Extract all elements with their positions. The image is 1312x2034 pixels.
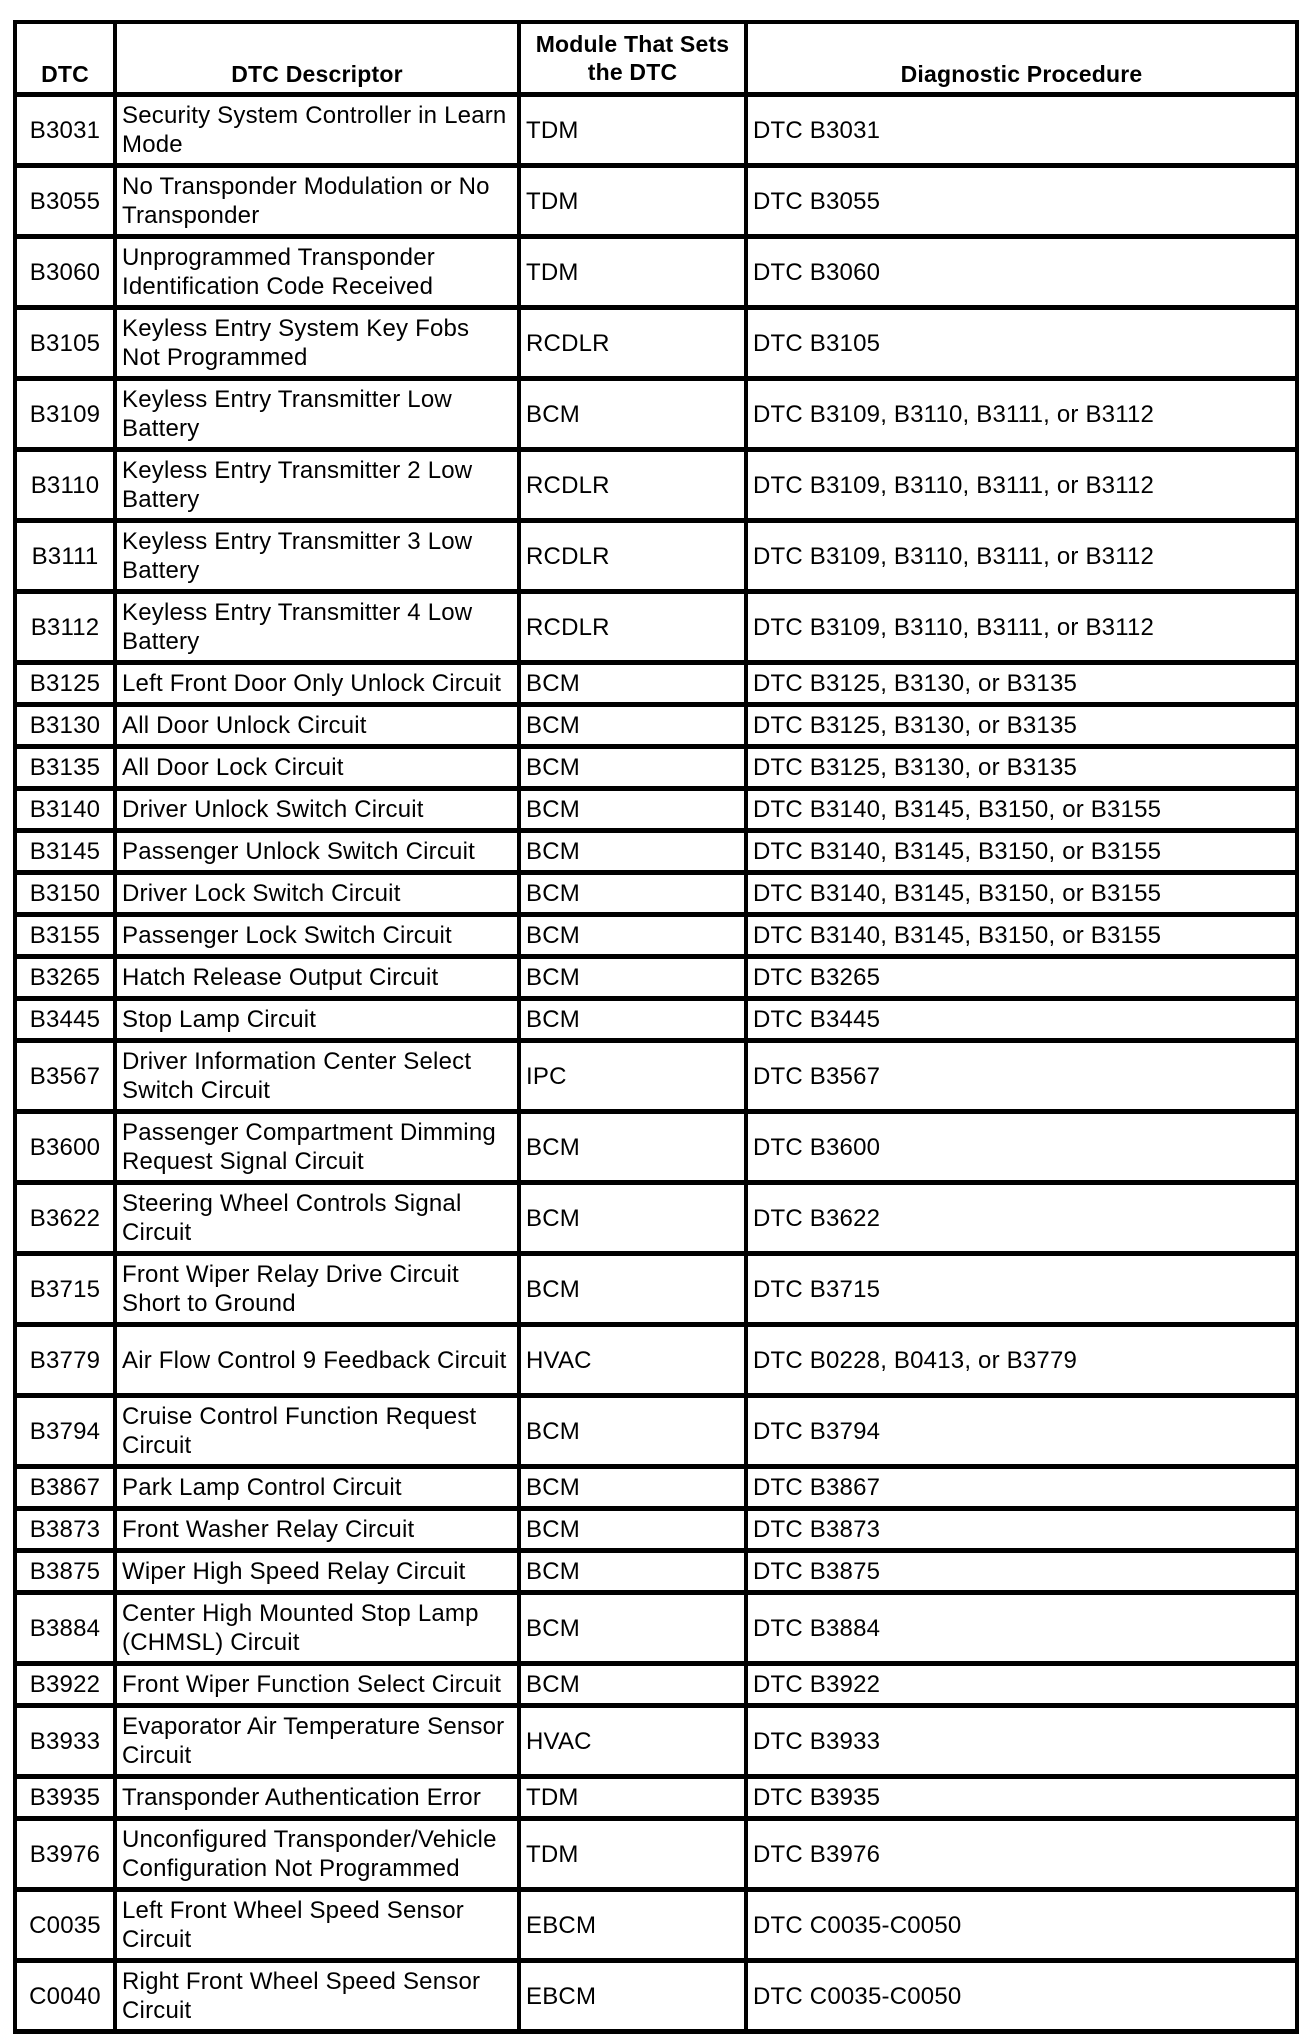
- dtc-descriptor-cell: Front Wiper Relay Drive Circuit Short to Ground: [117, 1256, 521, 1327]
- dtc-descriptor-cell: Transponder Authentication Error: [117, 1779, 521, 1821]
- diagnostic-procedure-cell: DTC B3031: [748, 97, 1299, 168]
- table-row: [17, 1469, 1299, 1511]
- table-row: [17, 665, 1299, 707]
- dtc-code-cell: B3112: [17, 594, 117, 665]
- dtc-descriptor-cell: Keyless Entry System Key Fobs Not Programmed: [117, 310, 521, 381]
- dtc-code-cell: B3125: [17, 665, 117, 707]
- dtc-descriptor-cell: Wiper High Speed Relay Circuit: [117, 1553, 521, 1595]
- table-row: [17, 1511, 1299, 1553]
- diagnostic-procedure-cell: DTC B3567: [748, 1043, 1299, 1114]
- dtc-code-cell: B3567: [17, 1043, 117, 1114]
- dtc-code-cell: B3622: [17, 1185, 117, 1256]
- table-row: [17, 1043, 1299, 1114]
- diagnostic-procedure-cell: DTC B3873: [748, 1511, 1299, 1553]
- table-row: [17, 97, 1299, 168]
- diagnostic-procedure-cell: DTC B3875: [748, 1553, 1299, 1595]
- dtc-code-cell: B3867: [17, 1469, 117, 1511]
- diagnostic-procedure-cell: DTC B3109, B3110, B3111, or B3112: [748, 452, 1299, 523]
- dtc-code-cell: C0035: [17, 1892, 117, 1963]
- module-cell: RCDLR: [521, 594, 748, 665]
- table-row: [17, 875, 1299, 917]
- dtc-code-cell: B3873: [17, 1511, 117, 1553]
- dtc-code-cell: B3055: [17, 168, 117, 239]
- diagnostic-procedure-cell: DTC B0228, B0413, or B3779: [748, 1327, 1299, 1398]
- module-cell: BCM: [521, 1256, 748, 1327]
- diagnostic-procedure-cell: DTC B3125, B3130, or B3135: [748, 749, 1299, 791]
- module-cell: BCM: [521, 665, 748, 707]
- module-cell: HVAC: [521, 1708, 748, 1779]
- dtc-descriptor-cell: All Door Unlock Circuit: [117, 707, 521, 749]
- diagnostic-procedure-cell: DTC B3715: [748, 1256, 1299, 1327]
- dtc-code-cell: B3111: [17, 523, 117, 594]
- dtc-table: [13, 20, 1299, 2034]
- module-cell: BCM: [521, 1114, 748, 1185]
- table-row: [17, 833, 1299, 875]
- table-row: [17, 1553, 1299, 1595]
- table-row: [17, 1963, 1299, 2034]
- table-row: [17, 1398, 1299, 1469]
- dtc-descriptor-cell: Air Flow Control 9 Feedback Circuit: [117, 1327, 521, 1398]
- table-row: [17, 791, 1299, 833]
- table-row: [17, 1001, 1299, 1043]
- diagnostic-procedure-cell: DTC B3109, B3110, B3111, or B3112: [748, 523, 1299, 594]
- dtc-descriptor-cell: Driver Lock Switch Circuit: [117, 875, 521, 917]
- dtc-descriptor-cell: Stop Lamp Circuit: [117, 1001, 521, 1043]
- table-row: [17, 239, 1299, 310]
- dtc-descriptor-cell: Right Front Wheel Speed Sensor Circuit: [117, 1963, 521, 2034]
- diagnostic-procedure-cell: DTC B3794: [748, 1398, 1299, 1469]
- dtc-descriptor-cell: Keyless Entry Transmitter 4 Low Battery: [117, 594, 521, 665]
- diagnostic-procedure-cell: DTC B3933: [748, 1708, 1299, 1779]
- module-cell: HVAC: [521, 1327, 748, 1398]
- dtc-descriptor-cell: Left Front Wheel Speed Sensor Circuit: [117, 1892, 521, 1963]
- dtc-descriptor-cell: Center High Mounted Stop Lamp (CHMSL) Circuit: [117, 1595, 521, 1666]
- module-cell: BCM: [521, 917, 748, 959]
- table-row: [17, 1779, 1299, 1821]
- dtc-descriptor-cell: Steering Wheel Controls Signal Circuit: [117, 1185, 521, 1256]
- module-cell: BCM: [521, 1553, 748, 1595]
- diagnostic-procedure-cell: DTC B3140, B3145, B3150, or B3155: [748, 917, 1299, 959]
- diagnostic-procedure-cell: DTC B3600: [748, 1114, 1299, 1185]
- module-cell: BCM: [521, 707, 748, 749]
- dtc-code-cell: B3155: [17, 917, 117, 959]
- module-cell: RCDLR: [521, 452, 748, 523]
- header-diagnostic-procedure: Diagnostic Procedure: [748, 24, 1299, 97]
- dtc-code-cell: B3265: [17, 959, 117, 1001]
- dtc-code-cell: B3779: [17, 1327, 117, 1398]
- module-cell: IPC: [521, 1043, 748, 1114]
- header-dtc: DTC: [17, 24, 117, 97]
- dtc-descriptor-cell: Passenger Compartment Dimming Request Signal Circuit: [117, 1114, 521, 1185]
- dtc-descriptor-cell: Keyless Entry Transmitter Low Battery: [117, 381, 521, 452]
- table-row: [17, 959, 1299, 1001]
- module-cell: TDM: [521, 1821, 748, 1892]
- diagnostic-procedure-cell: DTC B3125, B3130, or B3135: [748, 665, 1299, 707]
- dtc-code-cell: B3145: [17, 833, 117, 875]
- table-row: [17, 1892, 1299, 1963]
- diagnostic-procedure-cell: DTC B3140, B3145, B3150, or B3155: [748, 833, 1299, 875]
- dtc-descriptor-cell: Hatch Release Output Circuit: [117, 959, 521, 1001]
- table-row: [17, 707, 1299, 749]
- dtc-code-cell: C0040: [17, 1963, 117, 2034]
- module-cell: BCM: [521, 749, 748, 791]
- table-row: [17, 749, 1299, 791]
- dtc-descriptor-cell: All Door Lock Circuit: [117, 749, 521, 791]
- module-cell: RCDLR: [521, 523, 748, 594]
- table-row: [17, 1256, 1299, 1327]
- module-cell: RCDLR: [521, 310, 748, 381]
- dtc-code-cell: B3715: [17, 1256, 117, 1327]
- table-row: [17, 917, 1299, 959]
- dtc-descriptor-cell: Driver Information Center Select Switch Circuit: [117, 1043, 521, 1114]
- dtc-list-page: [13, 20, 1295, 2034]
- diagnostic-procedure-cell: DTC B3140, B3145, B3150, or B3155: [748, 875, 1299, 917]
- table-row: [17, 1114, 1299, 1185]
- table-row: [17, 1666, 1299, 1708]
- table-body: [17, 97, 1299, 2034]
- dtc-descriptor-cell: Left Front Door Only Unlock Circuit: [117, 665, 521, 707]
- module-cell: TDM: [521, 168, 748, 239]
- table-row: [17, 1327, 1299, 1398]
- module-cell: BCM: [521, 875, 748, 917]
- dtc-descriptor-cell: Keyless Entry Transmitter 3 Low Battery: [117, 523, 521, 594]
- dtc-code-cell: B3600: [17, 1114, 117, 1185]
- module-cell: BCM: [521, 1666, 748, 1708]
- dtc-code-cell: B3135: [17, 749, 117, 791]
- diagnostic-procedure-cell: DTC B3922: [748, 1666, 1299, 1708]
- diagnostic-procedure-cell: DTC B3622: [748, 1185, 1299, 1256]
- diagnostic-procedure-cell: DTC B3055: [748, 168, 1299, 239]
- dtc-descriptor-cell: Security System Controller in Learn Mode: [117, 97, 521, 168]
- dtc-descriptor-cell: Keyless Entry Transmitter 2 Low Battery: [117, 452, 521, 523]
- module-cell: BCM: [521, 1001, 748, 1043]
- dtc-descriptor-cell: Unprogrammed Transponder Identification Code Received: [117, 239, 521, 310]
- dtc-code-cell: B3935: [17, 1779, 117, 1821]
- dtc-code-cell: B3060: [17, 239, 117, 310]
- dtc-code-cell: B3140: [17, 791, 117, 833]
- header-module: Module That Sets the DTC: [521, 24, 748, 97]
- module-cell: BCM: [521, 1469, 748, 1511]
- dtc-code-cell: B3884: [17, 1595, 117, 1666]
- table-row: [17, 168, 1299, 239]
- module-cell: BCM: [521, 381, 748, 452]
- diagnostic-procedure-cell: DTC B3867: [748, 1469, 1299, 1511]
- diagnostic-procedure-cell: DTC B3060: [748, 239, 1299, 310]
- diagnostic-procedure-cell: DTC B3884: [748, 1595, 1299, 1666]
- dtc-code-cell: B3031: [17, 97, 117, 168]
- dtc-code-cell: B3110: [17, 452, 117, 523]
- module-cell: TDM: [521, 97, 748, 168]
- dtc-descriptor-cell: Cruise Control Function Request Circuit: [117, 1398, 521, 1469]
- diagnostic-procedure-cell: DTC B3109, B3110, B3111, or B3112: [748, 594, 1299, 665]
- table-row: [17, 1595, 1299, 1666]
- module-cell: BCM: [521, 1185, 748, 1256]
- dtc-code-cell: B3130: [17, 707, 117, 749]
- dtc-code-cell: B3445: [17, 1001, 117, 1043]
- dtc-code-cell: B3150: [17, 875, 117, 917]
- module-cell: BCM: [521, 1595, 748, 1666]
- dtc-descriptor-cell: Passenger Unlock Switch Circuit: [117, 833, 521, 875]
- module-cell: BCM: [521, 833, 748, 875]
- diagnostic-procedure-cell: DTC B3445: [748, 1001, 1299, 1043]
- dtc-code-cell: B3109: [17, 381, 117, 452]
- dtc-code-cell: B3933: [17, 1708, 117, 1779]
- dtc-code-cell: B3976: [17, 1821, 117, 1892]
- diagnostic-procedure-cell: DTC B3265: [748, 959, 1299, 1001]
- table-row: [17, 452, 1299, 523]
- diagnostic-procedure-cell: DTC C0035-C0050: [748, 1963, 1299, 2034]
- dtc-descriptor-cell: Passenger Lock Switch Circuit: [117, 917, 521, 959]
- module-cell: EBCM: [521, 1963, 748, 2034]
- diagnostic-procedure-cell: DTC C0035-C0050: [748, 1892, 1299, 1963]
- table-row: [17, 523, 1299, 594]
- table-row: [17, 381, 1299, 452]
- dtc-descriptor-cell: Front Washer Relay Circuit: [117, 1511, 521, 1553]
- module-cell: BCM: [521, 1398, 748, 1469]
- table-row: [17, 1821, 1299, 1892]
- diagnostic-procedure-cell: DTC B3109, B3110, B3111, or B3112: [748, 381, 1299, 452]
- dtc-code-cell: B3794: [17, 1398, 117, 1469]
- dtc-code-cell: B3922: [17, 1666, 117, 1708]
- dtc-code-cell: B3105: [17, 310, 117, 381]
- diagnostic-procedure-cell: DTC B3125, B3130, or B3135: [748, 707, 1299, 749]
- table-row: [17, 1185, 1299, 1256]
- table-row: [17, 1708, 1299, 1779]
- module-cell: TDM: [521, 1779, 748, 1821]
- dtc-descriptor-cell: Front Wiper Function Select Circuit: [117, 1666, 521, 1708]
- dtc-descriptor-cell: Driver Unlock Switch Circuit: [117, 791, 521, 833]
- diagnostic-procedure-cell: DTC B3935: [748, 1779, 1299, 1821]
- table-header-row: [17, 24, 1299, 97]
- diagnostic-procedure-cell: DTC B3976: [748, 1821, 1299, 1892]
- module-cell: EBCM: [521, 1892, 748, 1963]
- module-cell: BCM: [521, 959, 748, 1001]
- dtc-descriptor-cell: Park Lamp Control Circuit: [117, 1469, 521, 1511]
- header-dtc-descriptor: DTC Descriptor: [117, 24, 521, 97]
- diagnostic-procedure-cell: DTC B3140, B3145, B3150, or B3155: [748, 791, 1299, 833]
- dtc-code-cell: B3875: [17, 1553, 117, 1595]
- module-cell: TDM: [521, 239, 748, 310]
- dtc-descriptor-cell: Evaporator Air Temperature Sensor Circuit: [117, 1708, 521, 1779]
- table-row: [17, 310, 1299, 381]
- dtc-descriptor-cell: Unconfigured Transponder/Vehicle Configuration Not Programmed: [117, 1821, 521, 1892]
- module-cell: BCM: [521, 791, 748, 833]
- table-row: [17, 594, 1299, 665]
- module-cell: BCM: [521, 1511, 748, 1553]
- diagnostic-procedure-cell: DTC B3105: [748, 310, 1299, 381]
- dtc-descriptor-cell: No Transponder Modulation or No Transponder: [117, 168, 521, 239]
